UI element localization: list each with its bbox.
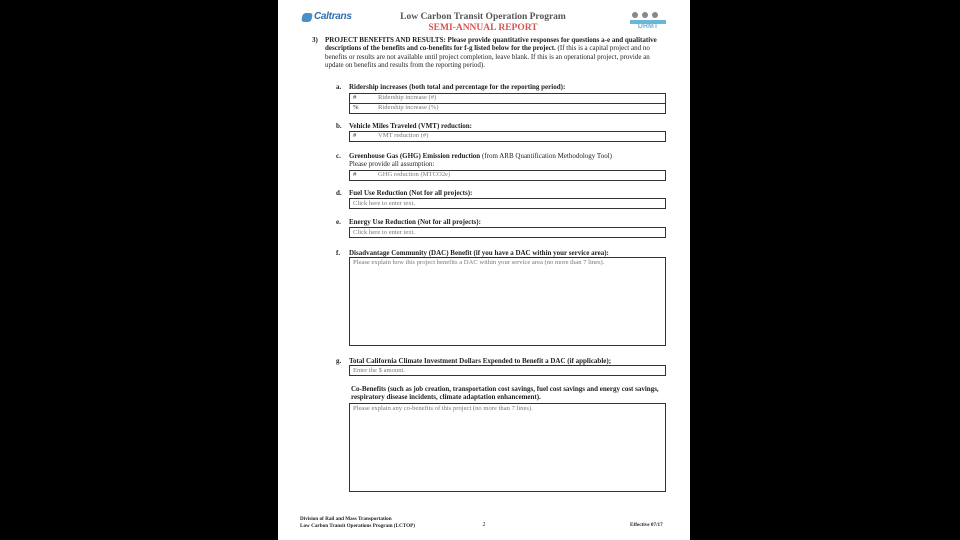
ghg-table [349, 170, 666, 181]
caltrans-logo-icon [301, 13, 313, 22]
fuel-use-input[interactable]: Click here to enter text. [349, 198, 666, 209]
bus-icon [642, 12, 648, 18]
dac-benefit-textarea[interactable]: Please explain how this project benefits a DAC within your service area (no more than 7 lines). [349, 257, 666, 346]
ghg-reduction-row[interactable]: # GHG reduction (MTCO2e) [353, 171, 451, 178]
rail-icon [652, 12, 658, 18]
section-f-heading: f. Disadvantage Community (DAC) Benefit (if you have a DAC within your service area): [336, 249, 609, 257]
vmt-reduction-row[interactable]: # VMT reduction (#) [353, 132, 429, 139]
drmt-logo: DRMT [630, 12, 666, 32]
caltrans-logo: Caltrans [302, 12, 358, 24]
footer-effective-date: Effective 07/17 [630, 522, 663, 528]
section-c-heading: c. Greenhouse Gas (GHG) Emission reduction (from ARB Quantification Methodology Tool) Please provide all assumption: [336, 152, 612, 168]
section-e-heading: e. Energy Use Reduction (Not for all projects): [336, 218, 481, 226]
co-benefits-heading: Co-Benefits (such as job creation, transportation cost savings, fuel cost savings and energy cost savings, respiratory disease incidents, climate adaptation enhancement). [351, 385, 659, 401]
document-page [278, 0, 690, 540]
report-title: Low Carbon Transit Operation Program [400, 12, 566, 22]
energy-use-input[interactable]: Click here to enter text. [349, 227, 666, 238]
ridership-table [349, 93, 666, 114]
ridership-percent-row[interactable]: % Ridership increase (%) [353, 104, 439, 111]
ridership-count-row[interactable]: # Ridership increase (#) [350, 94, 665, 104]
vmt-table [349, 131, 666, 142]
section-g-heading: g. Total California Climate Investment Dollars Expended to Benefit a DAC (if applicable); [336, 357, 612, 365]
section-a-heading: a. Ridership increases (both total and percentage for the reporting period): [336, 83, 566, 91]
section-intro: 3) PROJECT BENEFITS AND RESULTS: Please provide quantitative responses for questions a-e and qualitative descriptions of the benefits and co-benefits for f-g listed below for the project. (If this is a capital project and no benefits or results are not available until project completion, leave blank. If this is an operational project, provide an update on benefits and results from the reporting period). [312, 36, 657, 70]
page-number: 2 [482, 522, 486, 528]
dac-dollars-input[interactable]: Enter the $ amount. [349, 365, 666, 376]
train-icon [632, 12, 638, 18]
report-subtitle: SEMI-ANNUAL REPORT [428, 23, 538, 33]
section-d-heading: d. Fuel Use Reduction (Not for all projects): [336, 189, 473, 197]
section-b-heading: b. Vehicle Miles Traveled (VMT) reduction: [336, 122, 472, 130]
footer-division: Division of Rail and Mass Transportation Low Carbon Transit Operations Program (LCTOP) [300, 516, 416, 529]
co-benefits-textarea[interactable]: Please explain any co-benefits of this project (no more than 7 lines). [349, 403, 666, 492]
